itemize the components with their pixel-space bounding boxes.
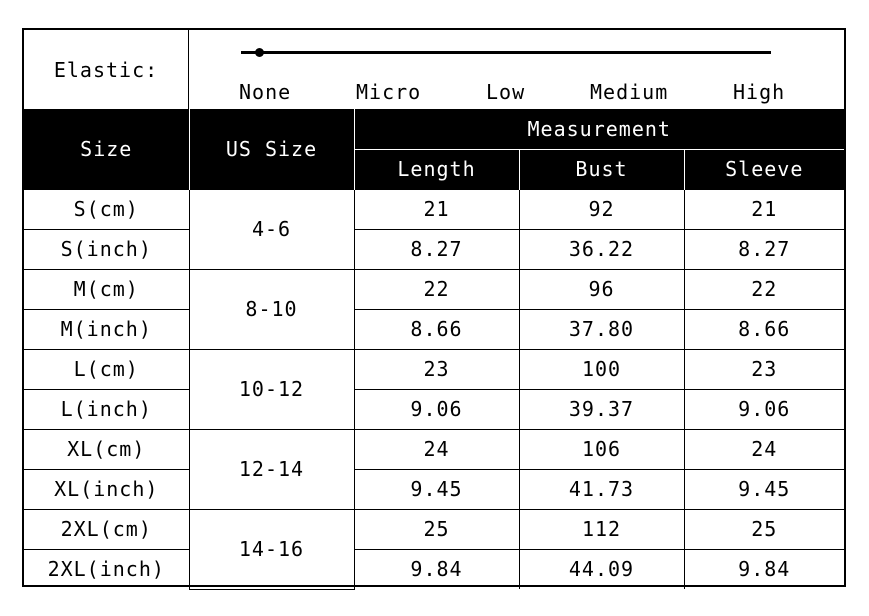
length-cell: 25	[354, 509, 519, 549]
bust-cell: 39.37	[519, 389, 684, 429]
table-row	[24, 189, 844, 229]
bust-cell: 106	[519, 429, 684, 469]
us-size-cell: 8-10	[189, 269, 354, 349]
elastic-option-low: Low	[486, 80, 526, 104]
size-cell: XL(cm)	[24, 429, 189, 469]
table-row	[24, 389, 844, 429]
table-row	[24, 469, 844, 509]
size-cell: S(inch)	[24, 229, 189, 269]
length-cell: 22	[354, 269, 519, 309]
sleeve-cell: 8.66	[684, 309, 844, 349]
header-us-size: US Size	[189, 109, 354, 189]
bust-cell: 36.22	[519, 229, 684, 269]
elastic-option-high: High	[733, 80, 786, 104]
header-sleeve: Sleeve	[684, 149, 844, 189]
bust-cell: 41.73	[519, 469, 684, 509]
us-size-cell: 10-12	[189, 349, 354, 429]
size-cell: 2XL(cm)	[24, 509, 189, 549]
length-cell: 9.06	[354, 389, 519, 429]
sleeve-cell: 8.27	[684, 229, 844, 269]
us-size-cell: 12-14	[189, 429, 354, 509]
elastic-scale-line	[241, 51, 771, 54]
size-cell: 2XL(inch)	[24, 549, 189, 589]
sleeve-cell: 24	[684, 429, 844, 469]
size-table	[24, 109, 844, 590]
length-cell: 8.66	[354, 309, 519, 349]
length-cell: 23	[354, 349, 519, 389]
table-row	[24, 429, 844, 469]
length-cell: 21	[354, 189, 519, 229]
elastic-option-micro: Micro	[356, 80, 422, 104]
sleeve-cell: 25	[684, 509, 844, 549]
sleeve-cell: 22	[684, 269, 844, 309]
bust-cell: 92	[519, 189, 684, 229]
elastic-option-medium: Medium	[590, 80, 669, 104]
length-cell: 9.84	[354, 549, 519, 589]
sleeve-cell: 23	[684, 349, 844, 389]
size-cell: M(inch)	[24, 309, 189, 349]
table-row	[24, 509, 844, 549]
sleeve-cell: 9.45	[684, 469, 844, 509]
length-cell: 24	[354, 429, 519, 469]
header-bust: Bust	[519, 149, 684, 189]
us-size-cell: 14-16	[189, 509, 354, 589]
us-size-cell: 4-6	[189, 189, 354, 269]
table-row	[24, 309, 844, 349]
elastic-label: Elastic:	[24, 30, 189, 109]
sleeve-cell: 9.84	[684, 549, 844, 589]
size-cell: M(cm)	[24, 269, 189, 309]
elastic-option-none: None	[239, 80, 292, 104]
bust-cell: 100	[519, 349, 684, 389]
header-size: Size	[24, 109, 189, 189]
size-cell: L(cm)	[24, 349, 189, 389]
table-row	[24, 269, 844, 309]
header-measurement: Measurement	[354, 109, 844, 149]
sleeve-cell: 9.06	[684, 389, 844, 429]
length-cell: 9.45	[354, 469, 519, 509]
size-chart	[22, 28, 846, 587]
bust-cell: 44.09	[519, 549, 684, 589]
size-cell: S(cm)	[24, 189, 189, 229]
table-row	[24, 549, 844, 589]
table-row	[24, 349, 844, 389]
size-cell: XL(inch)	[24, 469, 189, 509]
header-length: Length	[354, 149, 519, 189]
elastic-row	[24, 30, 844, 111]
table-header-row	[24, 109, 844, 149]
bust-cell: 37.80	[519, 309, 684, 349]
sleeve-cell: 21	[684, 189, 844, 229]
size-cell: L(inch)	[24, 389, 189, 429]
table-row	[24, 229, 844, 269]
elastic-selected-dot	[255, 48, 264, 57]
length-cell: 8.27	[354, 229, 519, 269]
bust-cell: 96	[519, 269, 684, 309]
bust-cell: 112	[519, 509, 684, 549]
